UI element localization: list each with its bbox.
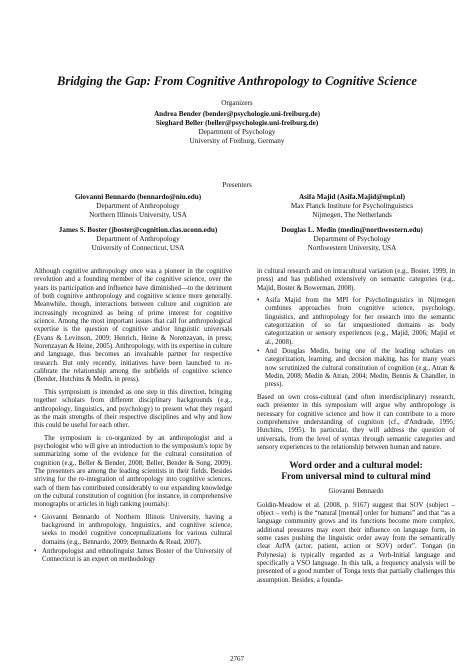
bullet-item	[34, 548, 232, 565]
organizers-block	[0, 110, 474, 146]
bullet-icon: •	[257, 348, 260, 356]
body-paragraph: This symposium is intended as one step in this direction, bringing together scholars from different disciplinary backgrounds (e.g., anthropology, linguistics, and psychology) to present what they regard as the main strengths of their respective disciplines and why and how this could be useful for each other.	[34, 388, 232, 430]
presenters-label: Presenters	[222, 181, 252, 189]
presenter-name: Asifa Majid (Asifa.Majid@mpi.nl)	[298, 193, 406, 201]
presenter-affiliation: Nijmegen, The Netherlands	[312, 211, 392, 220]
section-heading-line: From universal mind to cultural mind	[281, 470, 431, 481]
body-paragraph: The symposium is co-organized by an anthropologist and a psychologist who will give an introduction to the symposium's topic by summarizing some of the evidence for the cultural constitution of cognition (e.g., Beller & Bender, 2008; Beller, Bender & Song, 2009). The presenters are among the leading scientists in their fields. Besides striving for the re-integration of anthropology into cognitive sciences, each of them has contributed considerably to our expanding knowledge on the cultural constitution of cognition (for instance, in comprehensive monographs or articles in high ranking journals):	[34, 434, 232, 509]
presenter-bennardo	[38, 193, 238, 221]
presenter-affiliation: Department of Psychology	[313, 235, 391, 244]
body-paragraph: Goldin-Meadow et al. (2008, p. 9167) suggest that SOV (subject – object – verb) is the “natural [mental] order for humans” and that “as a language community grows and its functions become more complex, additional pressures may exert their influence on language form, in some cases pushing the linguistic order away from the semantically clear ArPA (actor, patient, action or SOV) order”. Tongan (in Polynesia) is typically regarded as a Verb-Initial language and specifically a VSO language. In this talk, a frequency analysis will be presented of a good number of Tonga texts that partially challenges this assumption. Besides, a founda-	[257, 501, 455, 584]
page-number: 2767	[230, 655, 244, 663]
body-paragraph: Based on own cross-cultural (and often interdisciplinary) research, each presenter in this symposium will argue why anthropology is necessary for cognitive science and how it can contribute to a more comprehensive understanding of cognition (cf., d'Andrade, 1995; Hutchins, 1995). In particular, they will address the question of universals, from the level of syntax through semantic categories and sensory experiences to the relationship between human and nature.	[257, 393, 455, 451]
bullet-text: Asifa Majid from the MPI for Psycholinguistics in Nijmegen combines approaches from cognitive science, psychology, linguistics, and anthropology for her research into the semantic categorization of so far unquestioned domains as body categorization or sensory experiences (e.g., Majid, 2006; Majid et al., 2008).	[265, 297, 455, 346]
paper-title: Bridging the Gap: From Cognitive Anthropology to Cognitive Science	[57, 74, 417, 88]
presenter-affiliation: Max Planck Institute for Psycholinguistics	[290, 202, 414, 211]
right-column	[257, 268, 455, 589]
bullet-text: Giovanni Bennardo of Northern Illinois University, having a background in anthropology, linguistics, and cognitive science, seeks to model cognitive conceptualizations for various cultural domains (e.g., Bennardo, 2009; Bennardo & Read, 2007).	[42, 513, 232, 546]
presenter-affiliation: Department of Anthropology	[96, 235, 180, 244]
bullet-icon: •	[34, 548, 37, 555]
section-heading	[257, 460, 455, 481]
organizers-label: Organizers	[221, 99, 253, 107]
bullet-icon: •	[257, 297, 260, 305]
bullet-item	[257, 348, 455, 390]
presenter-majid	[252, 193, 452, 221]
bullet-text: Anthropologist and ethnolinguist James Boster of the University of Connecticut is an expert on methodology	[42, 548, 232, 564]
presenter-affiliation: University of Connecticut, USA	[91, 244, 185, 253]
presenter-bullet-list	[34, 514, 232, 565]
organizer-name: Andrea Bender (bender@psychologie.uni-freiburg.de)	[153, 110, 320, 118]
presenter-bullet-list	[257, 297, 455, 390]
presenter-affiliation: Northern Illinois University, USA	[89, 211, 187, 220]
presenter-affiliation: Department of Anthropology	[96, 202, 180, 211]
presenter-name: Douglas L. Medin (medin@northwestern.edu)	[281, 226, 423, 234]
bullet-item	[34, 514, 232, 547]
section-author: Giovanni Bennardo	[328, 487, 384, 496]
organizer-name: Sieghard Beller (beller@psychologie.uni-freiburg.de)	[155, 119, 319, 127]
presenter-affiliation: Northwestern University, USA	[307, 244, 397, 253]
presenter-name: James S. Boster (jboster@cognition.clas.uconn.edu)	[58, 226, 218, 234]
organizer-affiliation: Department of Psychology	[198, 128, 276, 136]
section-heading-line: Word order and a cultural model:	[289, 460, 423, 471]
presenter-medin	[252, 226, 452, 254]
bullet-icon: •	[34, 513, 37, 521]
presenter-name: Giovanni Bennardo (bennardo@niu.edu)	[74, 193, 202, 201]
organizer-affiliation: University of Freiburg, Germany	[189, 137, 285, 145]
bullet-text: And Douglas Medin, being one of the leading scholars on categorization, learning, and decision making, has for many years now scrutinized the cultural constitution of cognition (e.g., Atran & Medin, 2008; Medin & Atran, 2004; Medin, Bennis & Chandler, in press).	[265, 348, 455, 389]
bullet-item	[257, 297, 455, 347]
presenter-boster	[38, 226, 238, 254]
left-column	[34, 268, 232, 569]
body-paragraph: Although cognitive anthropology once was a pioneer in the cognitive revolution and a founding member of the cognitive science, over the years its participation and influence have diminished—to the detriment of both cognitive anthropology and cognitive science more generally. Meanwhile, though, interactions between culture and cognition are increasingly recognized as being of prime interest for cognitive science. Among the most important issues that call for anthropological expertise is the question of cognitive and/or linguistic universals (Evans & Levinson, 2009; Henrich, Heine & Norenzayan, in press; Norenzayan & Heine, 2005). Anthropology, with its expertise in culture and language, thus becomes an invaluable partner for respective research. But only recently, initiatives have been launched to re-calibrate the relationship among the subfields of cognitive science (Bender, Hutchins & Medin, in press).	[34, 268, 232, 384]
body-paragraph: in cultural research and on intracultural variation (e.g., Boster, 1999, in press) and has published extensively on semantic categories (e.g., Majid, Boster & Bowerman, 2008).	[257, 268, 455, 292]
